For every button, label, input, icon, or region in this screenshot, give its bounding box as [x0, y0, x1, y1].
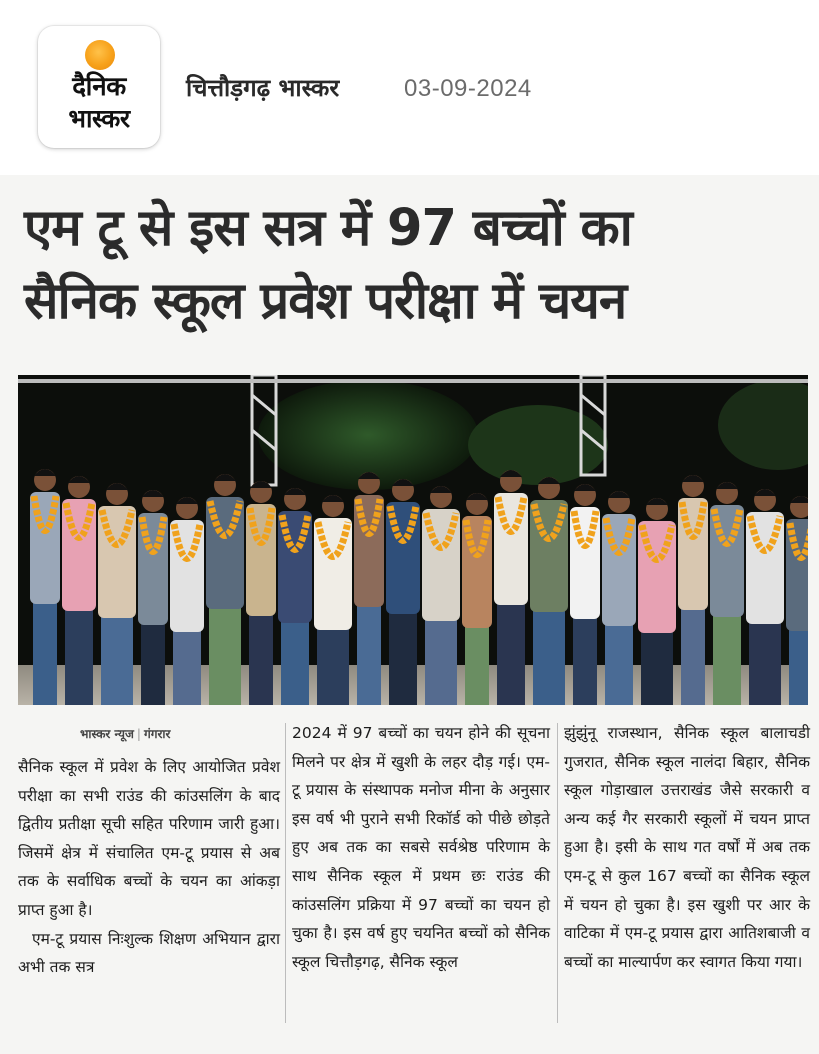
- figure-body: [786, 519, 808, 631]
- news-clipping: [0, 175, 819, 1054]
- figure-legs: [641, 629, 673, 705]
- article-paragraph-1: सैनिक स्कूल में प्रवेश के लिए आयोजित प्रवेश परीक्षा का सभी राउंड की कांउसलिंग के बाद द्वितीय प्रतीक्षा सूची सहित परिणाम जारी हुआ। जिसमें क्षेत्र में संचालित एम-टू प्रयास से अब तक के सर्वाधिक बच्चों के चयन का आंकड़ा प्राप्त हुआ है।: [18, 758, 280, 919]
- edition-date: 03-09-2024: [404, 75, 532, 102]
- figure-body: [246, 504, 276, 616]
- headline-line-2: सैनिक स्कूल प्रवेश परीक्षा में चयन: [24, 272, 627, 331]
- figure-body: [678, 498, 708, 610]
- figure-legs: [573, 615, 597, 705]
- figure-legs: [749, 620, 781, 705]
- byline: [18, 719, 280, 749]
- dainik-bhaskar-logo[interactable]: [38, 26, 160, 148]
- figure-legs: [465, 624, 489, 705]
- figure-legs: [65, 607, 93, 705]
- figure-legs: [497, 601, 525, 705]
- article-column-3: [564, 719, 810, 976]
- headline-line-1: एम टू से इस सत्र में 97 बच्चों का: [24, 199, 632, 258]
- figure-legs: [33, 600, 57, 705]
- article-column-2: [292, 719, 550, 976]
- column-rule-1: [285, 723, 286, 1023]
- figure-legs: [605, 622, 633, 705]
- news-photo: [18, 375, 808, 705]
- figure-legs: [101, 614, 133, 705]
- figure-legs: [209, 605, 241, 705]
- figure-legs: [713, 613, 741, 705]
- app-header: [0, 0, 819, 175]
- byline-separator: |: [136, 727, 141, 741]
- article-paragraph-2: एम-टू प्रयास निःशुल्क शिक्षण अभियान द्वारा अभी तक सत्र: [18, 929, 280, 977]
- logo-text-line2: भास्कर: [68, 104, 130, 133]
- figure-body: [138, 513, 168, 625]
- figure-body: [462, 516, 492, 628]
- figure-body: [354, 495, 384, 607]
- figure-legs: [533, 608, 565, 705]
- figure-legs: [357, 603, 381, 705]
- edition-name: चित्तौड़गढ़ भास्कर: [186, 74, 340, 102]
- figure-legs: [789, 627, 808, 705]
- figure-legs: [141, 621, 165, 705]
- byline-agency: भास्कर न्यूज: [80, 727, 134, 741]
- sun-icon: [85, 40, 115, 70]
- byline-place: गंगरार: [143, 727, 171, 741]
- figure-legs: [681, 606, 705, 705]
- article-paragraph-4: झुंझुंनू राजस्थान, सैनिक स्कूल बालाचडी गुजरात, सैनिक स्कूल नालंदा बिहार, सैनिक स्कूल गोड़ाखाल उत्तराखंड जैसे सरकारी व अन्य कई गैर सरकारी स्कूलों में चयन प्राप्त हुआ है। इसी के साथ गत वर्षों में अब तक एम-टू से कुल 167 बच्चों का सैनिक स्कूल में चयन हो चुका है। इस खुशी पर आर के वाटिका में एम-टू प्रयास द्वारा आतिशबाजी व बच्चों का माल्यार्पण कर स्वागत किया गया।: [564, 724, 810, 971]
- figure-legs: [425, 617, 457, 705]
- figure-legs: [249, 612, 273, 705]
- column-rule-2: [557, 723, 558, 1023]
- article-paragraph-3: 2024 में 97 बच्चों का चयन होने की सूचना मिलने पर क्षेत्र में खुशी के लहर दौड़ गई। एम-टू प्रयास के संस्थापक मनोज मीना के अनुसार इस वर्ष भी पुराने सभी रिकॉर्ड को पीछे छोड़ते हुए अब तक का सबसे सर्वश्रेष्ठ परिणाम के साथ सैनिक स्कूल में प्रथम छः राउंड की कांउसलिंग प्रक्रिया में 97 बच्चों का चयन हो चुका है। इस वर्ष हुए चयनित बच्चों को सैनिक स्कूल चित्तौड़गढ़, सैनिक स्कूल: [292, 724, 550, 971]
- figure-legs: [281, 619, 309, 705]
- figure-legs: [389, 610, 417, 705]
- figure-legs: [173, 628, 201, 705]
- figure-legs: [317, 626, 349, 705]
- figure-body: [30, 492, 60, 604]
- figure-body: [570, 507, 600, 619]
- article-column-1: [18, 719, 280, 982]
- logo-text-line1: दैनिक: [72, 72, 126, 102]
